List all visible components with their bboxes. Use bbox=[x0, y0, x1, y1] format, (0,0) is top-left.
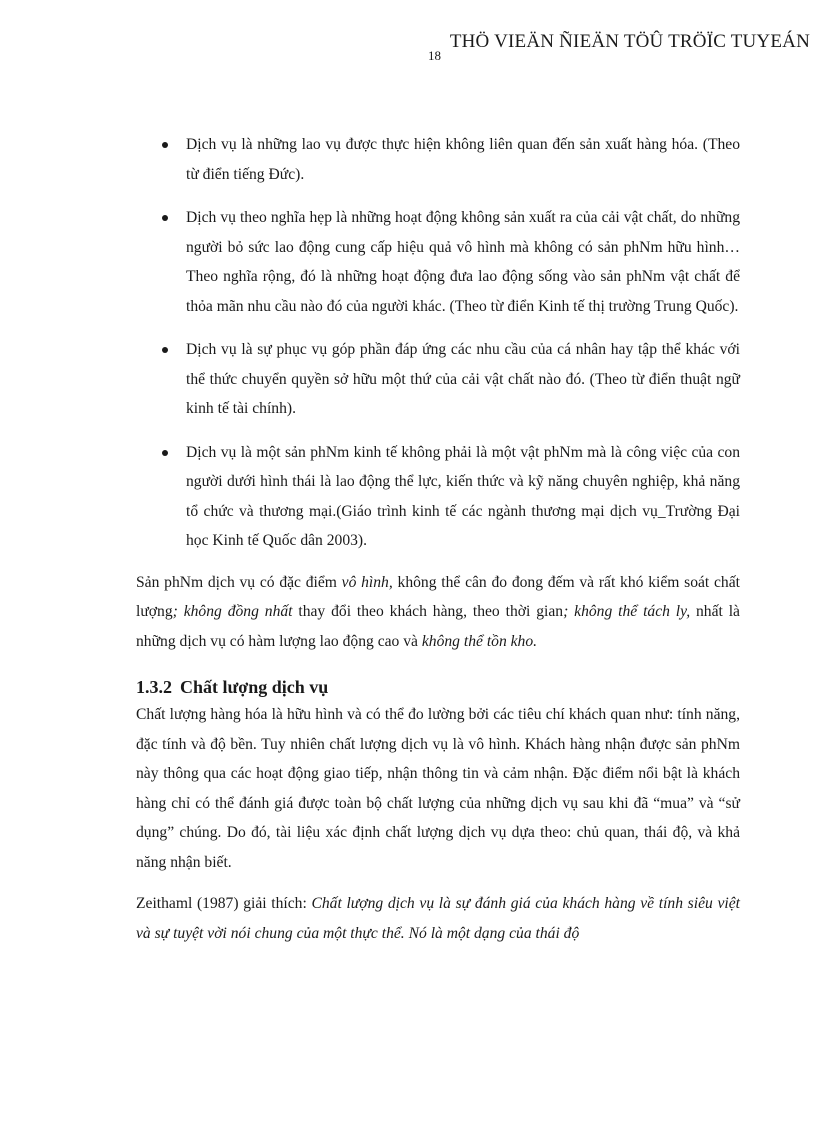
zeithaml-lead: Zeithaml (1987) giải thích: bbox=[136, 895, 312, 912]
bullet-icon bbox=[162, 142, 168, 148]
section-number: 1.3.2 bbox=[136, 677, 172, 697]
document-body bbox=[136, 130, 740, 960]
text-run: nhất là những dịch vụ có hàm lượng lao động cao và bbox=[136, 603, 740, 650]
definition-list bbox=[136, 130, 740, 556]
list-item-text: Dịch vụ theo nghĩa hẹp là những hoạt động không sản xuất ra của cải vật chất, do những người bỏ sức lao động cung cấp hiệu quả vô hình mà không có sản phNm hữu hình…Theo nghĩa rộng, đó là những hoạt động đưa lao động sống vào sản phNm vật chất để thỏa mãn nhu cầu nào đó của người khác. (Theo từ điển Kinh tế thị trường Trung Quốc). bbox=[186, 209, 740, 315]
bullet-icon bbox=[162, 347, 168, 353]
emphasis-heterogeneous: ; không đồng nhất bbox=[172, 603, 293, 620]
list-item bbox=[136, 130, 740, 189]
section-heading bbox=[136, 674, 740, 700]
list-item-text: Dịch vụ là sự phục vụ góp phần đáp ứng các nhu cầu của cá nhân hay tập thể khác với thể thức chuyển quyền sở hữu một thứ của cải vật chất nào đó. (Theo từ điển thuật ngữ kinh tế tài chính). bbox=[186, 341, 740, 417]
list-item bbox=[136, 335, 740, 424]
text-run: thay đổi theo khách hàng, theo thời gian bbox=[292, 603, 564, 620]
section-title: Chất lượng dịch vụ bbox=[180, 677, 329, 697]
list-item bbox=[136, 438, 740, 556]
list-item-text: Dịch vụ là những lao vụ được thực hiện không liên quan đến sản xuất hàng hóa. (Theo từ điển tiếng Đức). bbox=[186, 136, 740, 183]
emphasis-perishable: không thể tồn kho. bbox=[421, 632, 538, 650]
quality-paragraph: Chất lượng hàng hóa là hữu hình và có thể đo lường bởi các tiêu chí khách quan như: tính năng, đặc tính và độ bền. Tuy nhiên chất lượng dịch vụ là vô hình. Khách hàng nhận được sản phNm này thông qua các hoạt động giao tiếp, nhận thông tin và cảm nhận. Đặc điểm nổi bật là khách hàng chỉ có thể đánh giá được toàn bộ chất lượng của những dịch vụ sau khi đã “mua” và “sử dụng” chúng. Do đó, tài liệu xác định chất lượng dịch vụ dựa theo: chủ quan, thái độ, và khả năng nhận biết. bbox=[136, 706, 740, 871]
text-run: Sản phNm dịch vụ có đặc điểm bbox=[136, 573, 342, 591]
bullet-icon bbox=[162, 450, 168, 456]
watermark-header: THÖ VIEÄN ÑIEÄN TÖÛ TRÖÏC TUYEÁN bbox=[449, 31, 810, 52]
text-run: không thể cân đo đong đếm và rất khó kiểm soát chất lượng bbox=[136, 573, 740, 620]
list-item-text: Dịch vụ là một sản phNm kinh tế không phải là một vật phNm mà là công việc của con người dưới hình thái là lao động thể lực, kiến thức và kỹ năng chuyên nghiệp, khả năng tổ chức và thương mại.(Giáo trình kinh tế các ngành thương mại dịch vụ_Trường Đại học Kinh tế Quốc dân 2003). bbox=[186, 443, 740, 549]
page-number: 18 bbox=[428, 48, 441, 63]
bullet-icon bbox=[162, 215, 168, 221]
characteristics-paragraph bbox=[136, 568, 740, 657]
zeithaml-quote: Chất lượng dịch vụ là sự đánh giá của khách hàng về tính siêu việt và sự tuyệt vời nói chung của một thực thể. Nó là một dạng của thái độ bbox=[136, 895, 740, 942]
emphasis-inseparable: ; không thể tách ly, bbox=[563, 603, 691, 620]
zeithaml-paragraph bbox=[136, 889, 740, 948]
emphasis-intangible: vô hình, bbox=[341, 573, 393, 591]
list-item bbox=[136, 203, 740, 321]
